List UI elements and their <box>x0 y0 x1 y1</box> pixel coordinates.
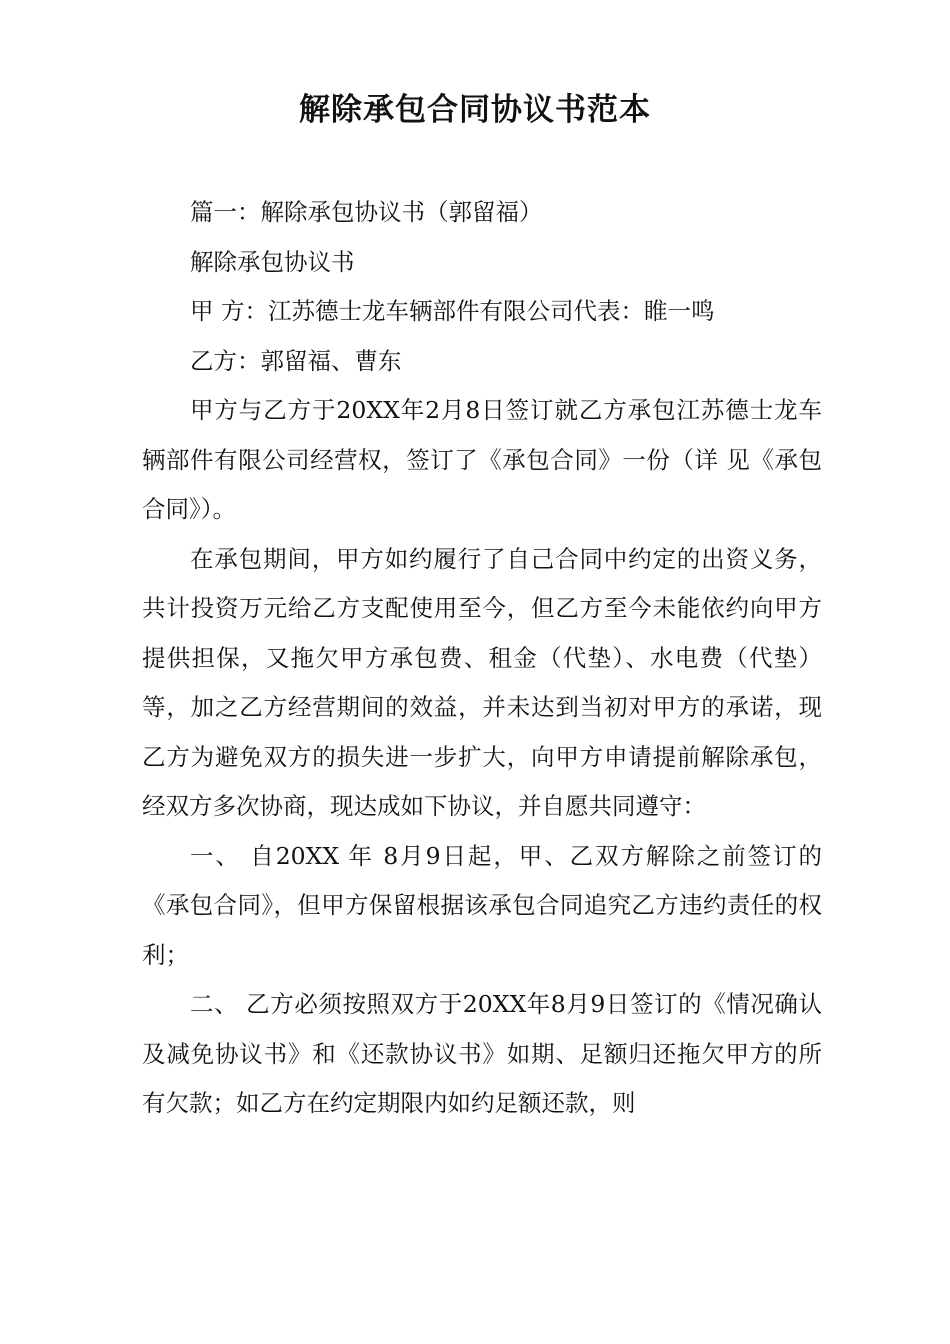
clause-one: 一、 自20XX 年 8月9日起，甲、乙双方解除之前签订的《承包合同》，但甲方保留根据该承包合同追究乙方违约责任的权利； <box>142 841 822 969</box>
section-heading: 篇一：解除承包协议书（郭留福） <box>190 198 543 226</box>
background-paragraph: 甲方与乙方于20XX年2月8日签订就乙方承包江苏德士龙车辆部件有限公司经营权，签订了《承包合同》一份（详 见《承包合同》）。 <box>142 396 822 523</box>
document-body <box>142 188 822 1129</box>
reason-paragraph: 在承包期间，甲方如约履行了自己合同中约定的出资义务，共计投资万元给乙方支配使用至今，但乙方至今未能依约向甲方提供担保，又拖欠甲方承包费、租金（代垫）、水电费（代垫）等，加之乙方经营期间的效益，并未达到当初对甲方的承诺，现乙方为避免双方的损失进一步扩大，向甲方申请提前解除承包，经双方多次协商，现达成如下协议，并自愿共同遵守： <box>142 544 822 820</box>
clause-two: 二、 乙方必须按照双方于20XX年8月9日签订的《情况确认及减免协议书》和《还款协议书》如期、足额归还拖欠甲方的所有欠款；如乙方在约定期限内如约足额还款，则 <box>142 990 822 1117</box>
party-b-line: 乙方：郭留福、曹东 <box>190 346 402 375</box>
party-a-line: 甲 方：江苏德士龙车辆部件有限公司代表：睢一鸣 <box>190 297 715 325</box>
document-title: 解除承包合同协议书范本 <box>299 92 651 128</box>
agreement-title: 解除承包协议书 <box>190 247 355 276</box>
